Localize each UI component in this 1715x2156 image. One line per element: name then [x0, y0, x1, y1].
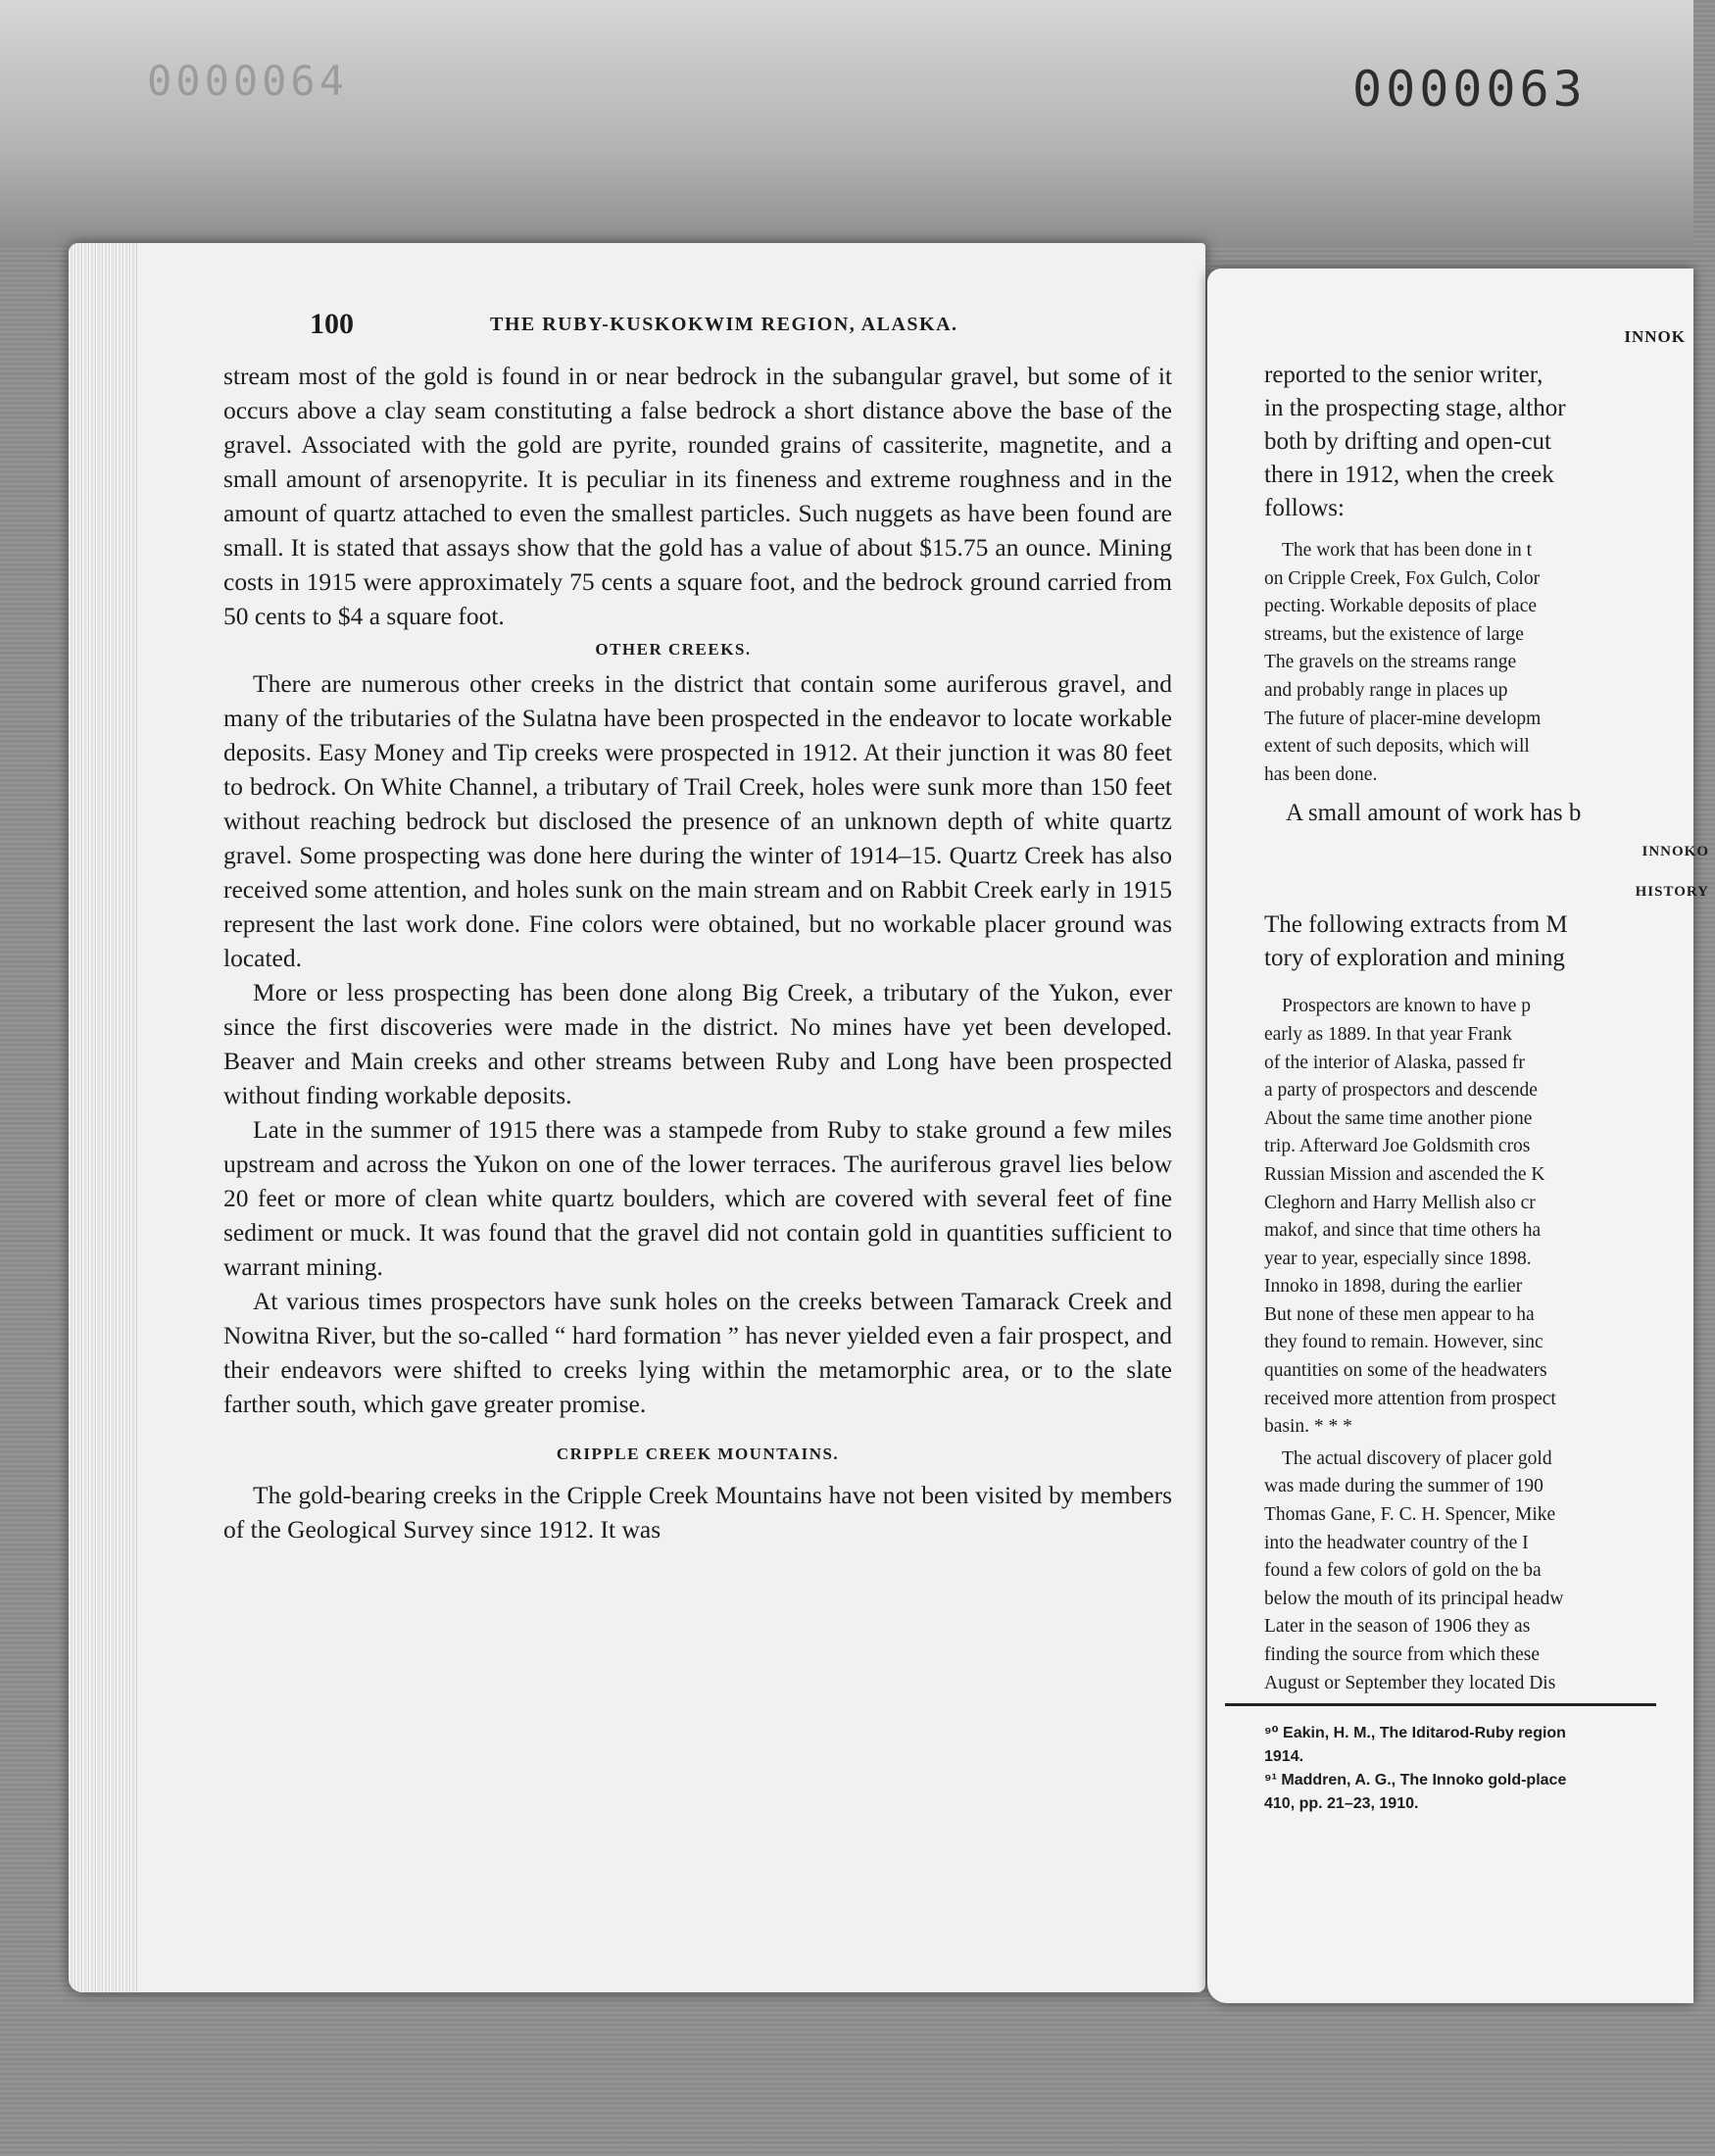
- body-paragraph: stream most of the gold is found in or near bedrock in the subangular gravel, but some of it occurs above a clay seam constituting a false bedrock a short distance above the base of the gravel. Associated with the gold are pyrite, rounded grains of cassiterite, magnetite, and a small amount of arsenopyrite. It is peculiar in its fineness and extreme roughness and in the amount of quartz attached to even the smallest particles. Such nuggets as have been found are small. It is stated that assays show that the gold has a value of about $15.75 an ounce. Mining costs in 1915 were approximately 75 cents a square foot, and the bedrock ground carried from 50 cents to $4 a square foot.: [223, 362, 1172, 630]
- quote-line: finding the source from which these: [1264, 1644, 1541, 1665]
- quote-line: The actual discovery of placer gold: [1282, 1447, 1552, 1469]
- right-lines-mid: [1264, 908, 1715, 975]
- quote-line: a party of prospectors and descende: [1264, 1080, 1538, 1102]
- quote-line: and probably range in places up: [1264, 679, 1508, 701]
- text-line: A small amount of work has b: [1286, 800, 1582, 827]
- text-line: tory of exploration and mining: [1264, 945, 1565, 972]
- quote-line: The work that has been done in t: [1282, 540, 1533, 561]
- footnote-line: 1914.: [1264, 1748, 1304, 1766]
- body-paragraph: More or less prospecting has been done along Big Creek, a tributary of the Yukon, ever since the first discoveries were made in the district. No mines have yet been developed. Beaver and Main creeks and other streams between Ruby and Long have been prospected without finding workable deposits.: [223, 978, 1172, 1109]
- section-heading-other-creeks: OTHER CREEKS.: [595, 640, 752, 659]
- page-number: 100: [310, 308, 354, 340]
- quote-line: About the same time another pione: [1264, 1107, 1533, 1129]
- ghost-scan-number: 0000064: [147, 57, 349, 105]
- quote-line: basin. * * *: [1264, 1416, 1352, 1438]
- quote-line: quantities on some of the headwaters: [1264, 1360, 1547, 1382]
- text-line: in the prospecting stage, althor: [1264, 395, 1566, 421]
- right-lines-top: [1264, 359, 1715, 525]
- left-page-content: [223, 306, 1172, 1546]
- quote-line: received more attention from prospect: [1264, 1388, 1556, 1409]
- right-page-content: [1264, 327, 1715, 1816]
- body-paragraph: The gold-bearing creeks in the Cripple Creek Mountains have not been visited by members of the Geological Survey since 1912. It was: [223, 1481, 1172, 1544]
- scan-number: 0000063: [1352, 61, 1587, 118]
- right-page: [1207, 269, 1709, 2003]
- quote-line: But none of these men appear to ha: [1264, 1303, 1535, 1325]
- quote-line: pecting. Workable deposits of place: [1264, 596, 1538, 617]
- right-running-head: INNOK: [1624, 327, 1686, 346]
- quote-line: extent of such deposits, which will: [1264, 736, 1530, 758]
- section-heading-cripple-creek: CRIPPLE CREEK MOUNTAINS.: [556, 1445, 840, 1463]
- footnote-rule: [1225, 1703, 1656, 1706]
- quote-line: they found to remain. However, sinc: [1264, 1332, 1544, 1353]
- quote-line: The gravels on the streams range: [1264, 652, 1517, 673]
- quote-line: early as 1889. In that year Frank: [1264, 1023, 1512, 1045]
- quote-line: Russian Mission and ascended the K: [1264, 1163, 1545, 1185]
- quote-line: has been done.: [1264, 763, 1378, 785]
- right-footnotes: [1264, 1722, 1715, 1816]
- quote-line: Prospectors are known to have p: [1282, 996, 1531, 1017]
- quote-line: into the headwater country of the I: [1264, 1532, 1529, 1553]
- quote-line: Later in the season of 1906 they as: [1264, 1616, 1531, 1638]
- quote-line: Thomas Gane, F. C. H. Spencer, Mike: [1264, 1504, 1556, 1526]
- page-edge-stack: [69, 243, 137, 1992]
- running-head: [223, 306, 1172, 359]
- text-line: reported to the senior writer,: [1264, 362, 1544, 388]
- right-quote-2: [1264, 993, 1715, 1442]
- quote-line: trip. Afterward Joe Goldsmith cros: [1264, 1136, 1531, 1157]
- section-heading-innoko: INNOKO: [1642, 844, 1709, 860]
- quote-line: Cleghorn and Harry Mellish also cr: [1264, 1192, 1536, 1213]
- footnote-line: 410, pp. 21–23, 1910.: [1264, 1795, 1419, 1813]
- text-line: both by drifting and open-cut: [1264, 428, 1551, 455]
- quote-line: makof, and since that time others ha: [1264, 1220, 1542, 1242]
- quote-line: August or September they located Dis: [1264, 1672, 1556, 1693]
- quote-line: The future of placer-mine developm: [1264, 708, 1542, 729]
- quote-line: year to year, especially since 1898.: [1264, 1248, 1532, 1269]
- text-line: follows:: [1264, 495, 1345, 521]
- body-paragraph: Late in the summer of 1915 there was a stampede from Ruby to stake ground a few miles upstream and across the Yukon on one of the lower terraces. The auriferous gravel lies below 20 feet or more of clean white quartz boulders, which are covered with several feet of fine sediment or muck. It was found that the gravel did not contain gold in quantities sufficient to warrant mining.: [223, 1115, 1172, 1281]
- quote-line: of the interior of Alaska, passed fr: [1264, 1052, 1525, 1073]
- text-line: there in 1912, when the creek: [1264, 462, 1554, 488]
- section-heading-history: HISTORY: [1635, 884, 1709, 901]
- right-quote-1: [1264, 537, 1715, 789]
- footnote-line: ⁹⁰ Eakin, H. M., The Iditarod-Ruby region: [1264, 1725, 1566, 1742]
- quote-line: below the mouth of its principal headw: [1264, 1588, 1564, 1609]
- running-title: THE RUBY-KUSKOKWIM REGION, ALASKA.: [490, 314, 958, 335]
- scan-background-top: [0, 0, 1693, 245]
- quote-line: on Cripple Creek, Fox Gulch, Color: [1264, 567, 1541, 589]
- quote-line: streams, but the existence of large: [1264, 623, 1524, 645]
- body-paragraph: There are numerous other creeks in the district that contain some auriferous gravel, and many of the tributaries of the Sulatna have been prospected in the endeavor to locate workable deposits. Easy Money and Tip creeks were prospected in 1912. At their junction it was 80 feet to bedrock. On White Channel, a tributary of Trail Creek, holes were sunk more than 150 feet without reaching bedrock but disclosed the presence of an unknown depth of white quartz gravel. Some prospecting was done here during the winter of 1914–15. Quartz Creek has also received some attention, and holes sunk on the main stream and on Rabbit Creek early in 1915 represent the last work done. Fine colors were obtained, but no workable placer ground was located.: [223, 669, 1172, 972]
- body-paragraph: At various times prospectors have sunk holes on the creeks between Tamarack Creek and Nowitna River, but the so-called “ hard formation ” has never yielded even a fair prospect, and their endeavors were shifted to creeks lying within the metamorphic area, or to the slate farther south, which gave greater promise.: [223, 1287, 1172, 1418]
- text-line: The following extracts from M: [1264, 911, 1568, 939]
- quote-line: found a few colors of gold on the ba: [1264, 1560, 1542, 1582]
- quote-line: Innoko in 1898, during the earlier: [1264, 1276, 1523, 1298]
- footnote-line: ⁹¹ Maddren, A. G., The Innoko gold-place: [1264, 1772, 1567, 1789]
- right-quote-3: [1264, 1446, 1715, 1697]
- quote-line: was made during the summer of 190: [1264, 1476, 1544, 1497]
